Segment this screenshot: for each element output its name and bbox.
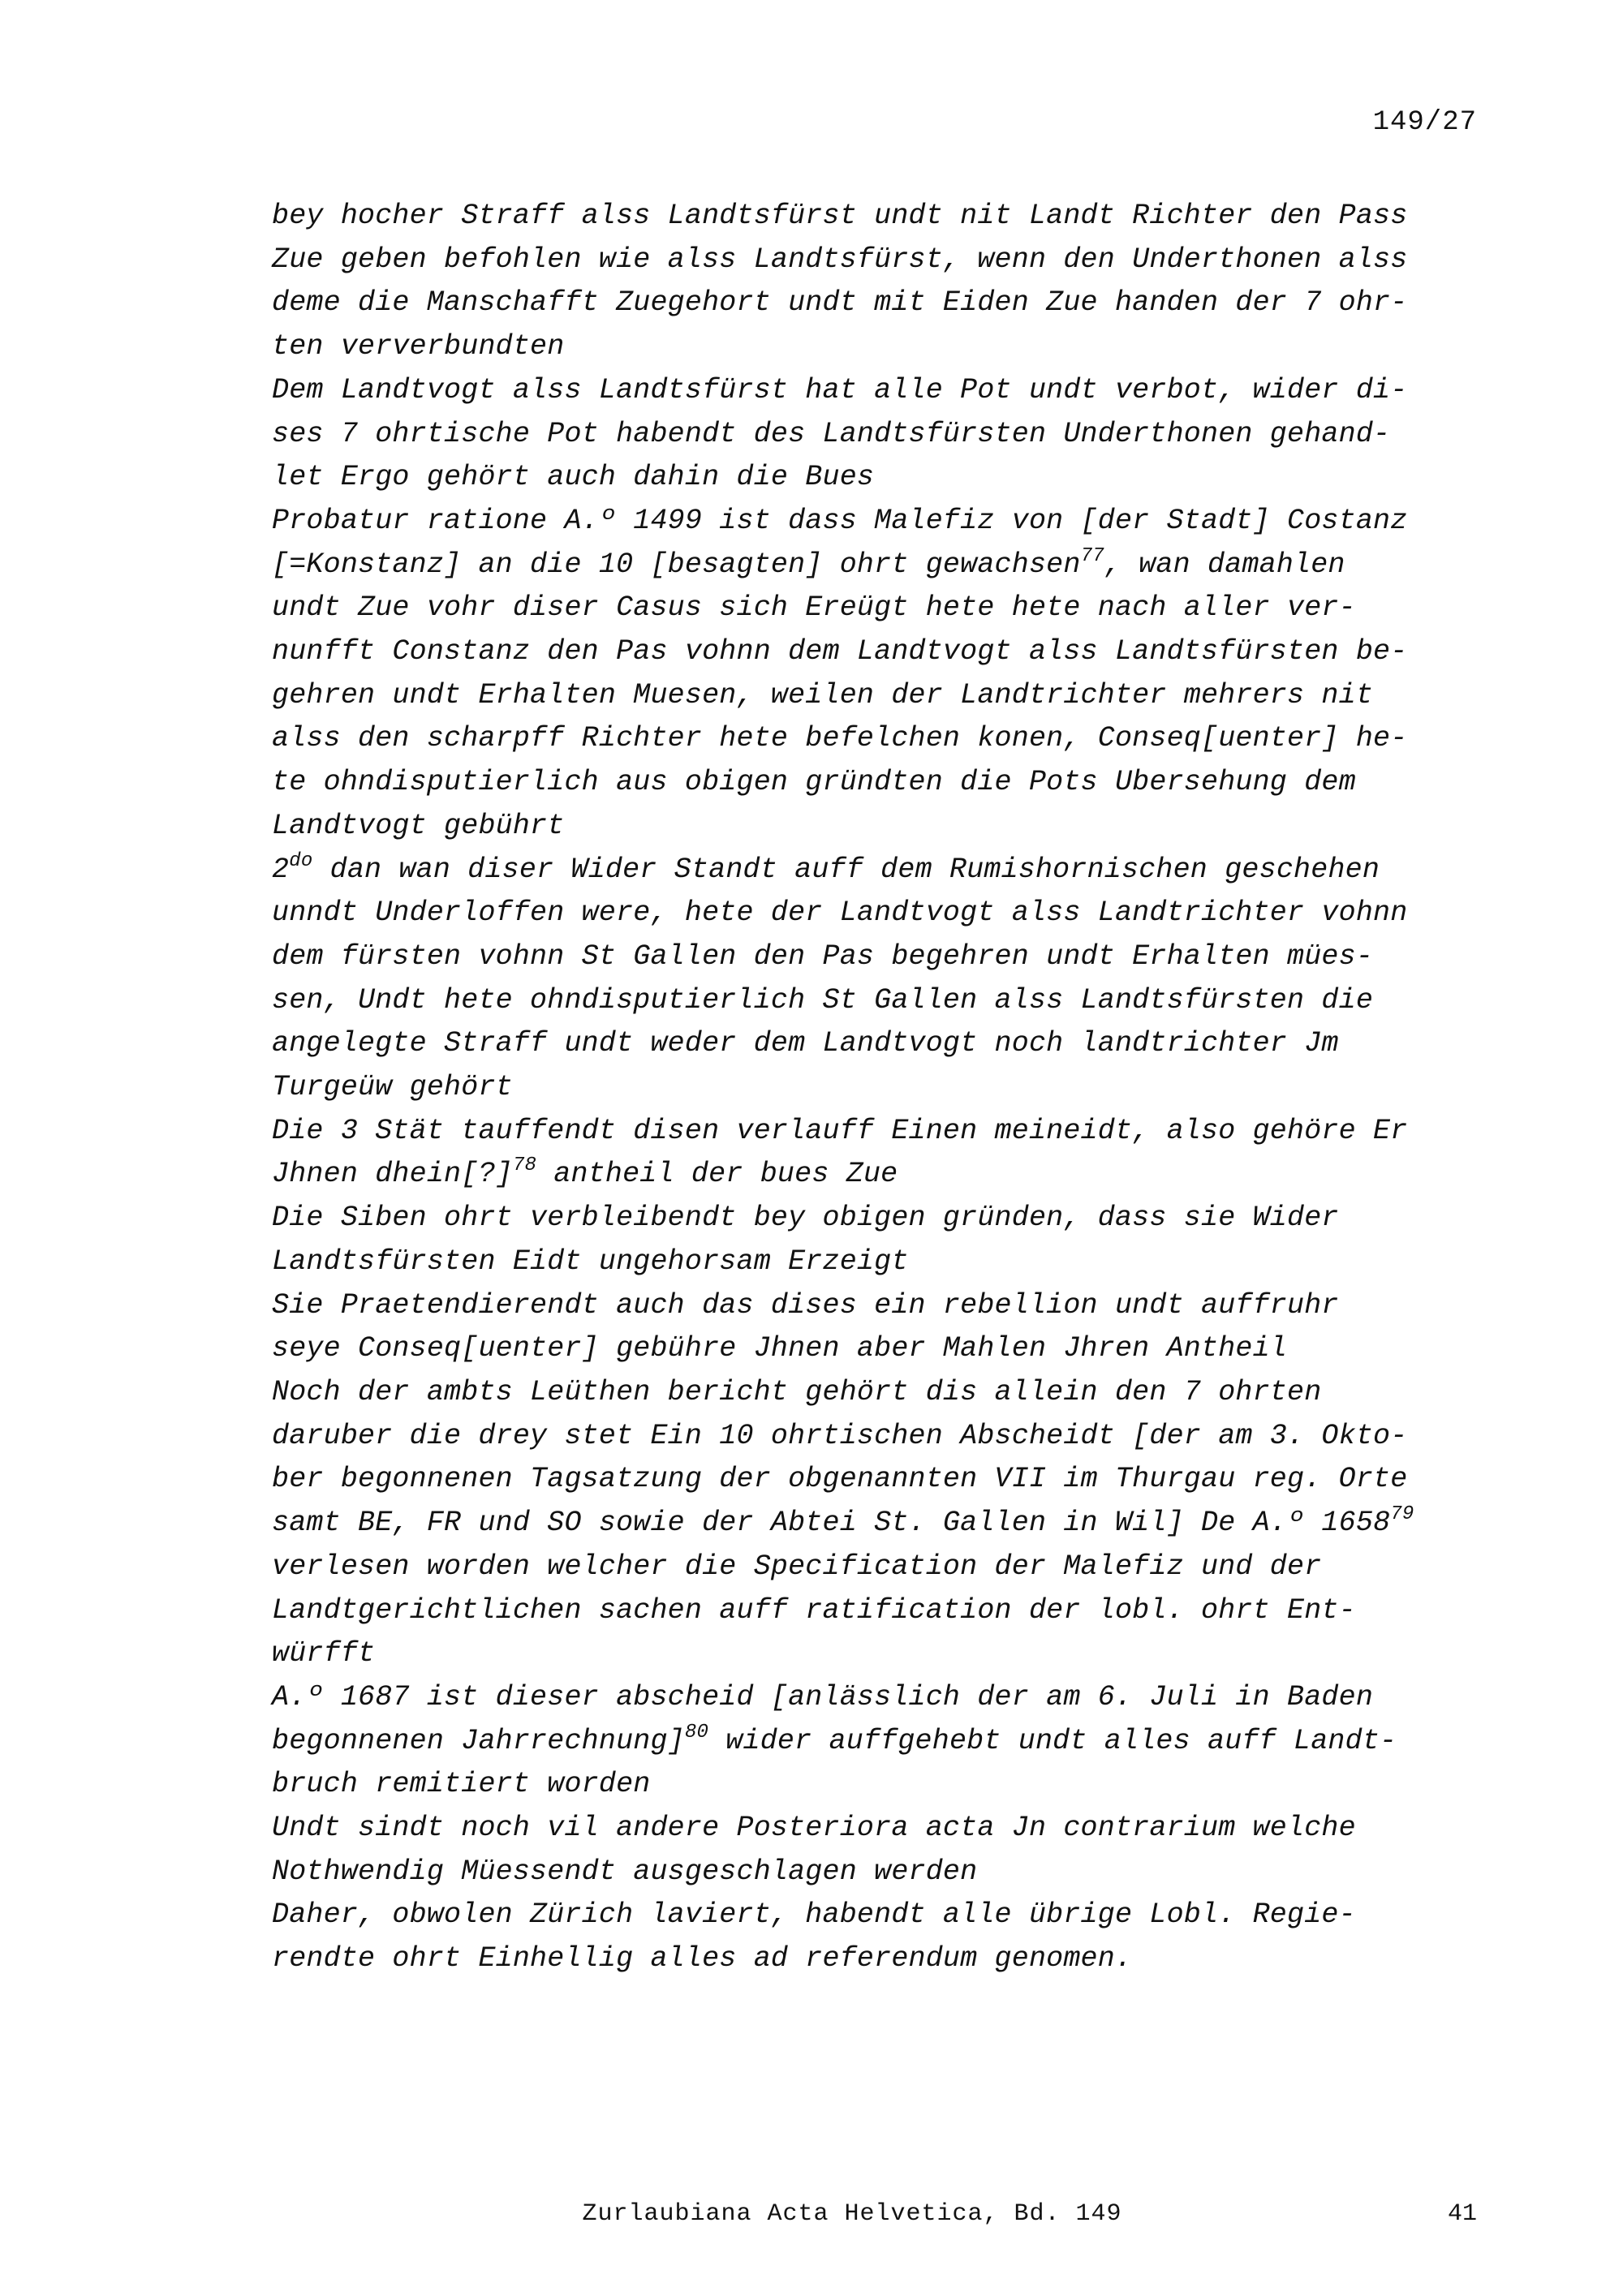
text-segment: let Ergo gehört auch dahin die Bues bbox=[272, 461, 875, 494]
text-line bbox=[272, 1284, 1489, 1328]
text-segment: Landtvogt gebührt bbox=[272, 809, 565, 842]
text-segment: unndt Underloffen were, hete der Landtvogt alss Landtrichter vohnn bbox=[272, 896, 1408, 930]
body-text bbox=[272, 195, 1489, 1981]
text-line bbox=[272, 1371, 1489, 1415]
text-segment: Jhnen dhein[?] bbox=[272, 1158, 513, 1191]
text-line bbox=[272, 1851, 1489, 1894]
text-segment: dan wan diser Wider Standt auff dem Rumishornischen geschehen bbox=[312, 853, 1380, 886]
text-segment: samt BE, FR und SO sowie der Abtei St. Gallen in Wil] De A.º 1658 bbox=[272, 1507, 1391, 1540]
text-line bbox=[272, 1022, 1489, 1066]
text-line bbox=[272, 1415, 1489, 1459]
text-segment: verlesen worden welcher die Specification der Malefiz und der bbox=[272, 1550, 1322, 1583]
text-segment: ten ververbundten bbox=[272, 330, 565, 363]
text-segment: daruber die drey stet Ein 10 ohrtischen Abscheidt [der am 3. Okto- bbox=[272, 1419, 1408, 1452]
text-segment: dem fürsten vohnn St Gallen den Pas begehren undt Erhalten mües- bbox=[272, 939, 1374, 973]
text-line bbox=[272, 1807, 1489, 1851]
text-line bbox=[272, 979, 1489, 1023]
text-line bbox=[272, 761, 1489, 805]
text-line bbox=[272, 413, 1489, 457]
text-segment: alss den scharpff Richter hete befelchen konen, Conseq[uenter] he- bbox=[272, 722, 1408, 755]
text-segment: [=Konstanz] an die 10 [besagten] ohrt gewachsen bbox=[272, 548, 1081, 581]
text-segment: Landtsfürsten Eidt ungehorsam Erzeigt bbox=[272, 1245, 909, 1278]
text-segment: Noch der ambts Leüthen bericht gehört dis allein den 7 ohrten bbox=[272, 1375, 1322, 1408]
text-line bbox=[272, 587, 1489, 630]
text-segment: deme die Manschafft Zuegehort undt mit Eiden Zue handen der 7 ohr- bbox=[272, 286, 1408, 320]
text-line bbox=[272, 1197, 1489, 1240]
text-line bbox=[272, 1720, 1489, 1764]
text-line bbox=[272, 1894, 1489, 1937]
text-segment: nunfft Constanz den Pas vohnn dem Landtvogt alss Landtsfürsten be- bbox=[272, 635, 1408, 669]
text-line bbox=[272, 500, 1489, 544]
text-line bbox=[272, 1632, 1489, 1676]
text-line bbox=[272, 849, 1489, 892]
text-line bbox=[272, 1327, 1489, 1371]
text-segment: , wan damahlen bbox=[1104, 548, 1345, 581]
text-line bbox=[272, 935, 1489, 979]
text-segment: Nothwendig Müessendt ausgeschlagen werden bbox=[272, 1855, 978, 1888]
text-line bbox=[272, 1589, 1489, 1633]
text-line bbox=[272, 674, 1489, 718]
text-line bbox=[272, 282, 1489, 325]
text-segment: Undt sindt noch vil andere Posteriora acta Jn contrarium welche bbox=[272, 1812, 1356, 1845]
text-line bbox=[272, 369, 1489, 413]
text-segment: te ohndisputierlich aus obigen gründten die Pots Ubersehung dem bbox=[272, 766, 1356, 799]
text-segment: Probatur ratione A.º 1499 ist dass Malefiz von [der Stadt] Costanz bbox=[272, 504, 1408, 537]
text-line bbox=[272, 1153, 1489, 1197]
text-line bbox=[272, 325, 1489, 369]
text-line bbox=[272, 1066, 1489, 1110]
footer-title: Zurlaubiana Acta Helvetica, Bd. 149 bbox=[582, 2200, 1122, 2228]
text-line bbox=[272, 717, 1489, 761]
footnote-marker: 77 bbox=[1080, 544, 1104, 567]
text-segment: ses 7 ohrtische Pot habendt des Landtsfürsten Underthonen gehand- bbox=[272, 417, 1391, 450]
text-line bbox=[272, 456, 1489, 500]
text-line bbox=[272, 544, 1489, 587]
footnote-marker: 80 bbox=[684, 1721, 709, 1743]
text-segment: Zue geben befohlen wie alss Landtsfürst, wenn den Underthonen alss bbox=[272, 243, 1408, 276]
text-segment: bey hocher Straff alss Landtsfürst undt nit Landt Richter den Pass bbox=[272, 200, 1408, 232]
text-segment: 2 bbox=[272, 853, 290, 886]
text-line bbox=[272, 1240, 1489, 1284]
footnote-marker: 78 bbox=[512, 1154, 537, 1177]
text-segment: ber begonnenen Tagsatzung der obgenannten VII im Thurgau reg. Orte bbox=[272, 1463, 1408, 1496]
text-line bbox=[272, 630, 1489, 674]
text-line bbox=[272, 892, 1489, 935]
text-line bbox=[272, 239, 1489, 282]
text-segment: Dem Landtvogt alss Landtsfürst hat alle Pot undt verbot, wider di- bbox=[272, 373, 1408, 406]
text-line bbox=[272, 1937, 1489, 1981]
text-line bbox=[272, 805, 1489, 849]
text-segment: bruch remitiert worden bbox=[272, 1768, 651, 1801]
text-segment: A.º 1687 ist dieser abscheid [anlässlich der am 6. Juli in Baden bbox=[272, 1680, 1374, 1713]
footnote-marker: 79 bbox=[1390, 1503, 1414, 1526]
text-segment: wider auffgehebt undt alles auff Landt- bbox=[708, 1724, 1397, 1757]
text-line bbox=[272, 195, 1489, 239]
footer-page-number: 41 bbox=[1447, 2200, 1477, 2228]
text-segment: rendte ohrt Einhellig alles ad referendum genomen. bbox=[272, 1942, 1133, 1976]
text-segment: begonnenen Jahrrechnung] bbox=[272, 1724, 685, 1757]
text-segment: Landtgerichtlichen sachen auff ratification der lobl. ohrt Ent- bbox=[272, 1593, 1356, 1627]
text-line bbox=[272, 1676, 1489, 1720]
text-segment: würfft bbox=[272, 1637, 376, 1670]
text-segment: Daher, obwolen Zürich laviert, habendt alle übrige Lobl. Regie- bbox=[272, 1898, 1356, 1932]
text-segment: seye Conseq[uenter] gebühre Jhnen aber Mahlen Jhren Antheil bbox=[272, 1332, 1288, 1365]
text-line bbox=[272, 1546, 1489, 1589]
text-segment: gehren undt Erhalten Muesen, weilen der Landtrichter mehrers nit bbox=[272, 678, 1374, 712]
text-segment: angelegte Straff undt weder dem Landtvogt noch landtrichter Jm bbox=[272, 1027, 1339, 1060]
text-segment: Die Siben ohrt verbleibendt bey obigen gründen, dass sie Wider bbox=[272, 1202, 1339, 1235]
page-reference: 149/27 bbox=[1372, 107, 1477, 138]
text-line bbox=[272, 1502, 1489, 1546]
text-segment: Sie Praetendierendt auch das dises ein rebellion undt auffruhr bbox=[272, 1288, 1339, 1322]
text-segment: antheil der bues Zue bbox=[536, 1158, 898, 1191]
footnote-marker: do bbox=[289, 849, 313, 872]
text-line bbox=[272, 1458, 1489, 1502]
text-segment: Die 3 Stät tauffendt disen verlauff Einen meineidt, also gehöre Er bbox=[272, 1114, 1408, 1147]
text-line bbox=[272, 1763, 1489, 1807]
text-segment: sen, Undt hete ohndisputierlich St Gallen alss Landtsfürsten die bbox=[272, 983, 1374, 1017]
text-segment: Turgeüw gehört bbox=[272, 1071, 513, 1104]
text-segment: undt Zue vohr diser Casus sich Ereügt hete hete nach aller ver- bbox=[272, 591, 1356, 625]
text-line bbox=[272, 1110, 1489, 1154]
